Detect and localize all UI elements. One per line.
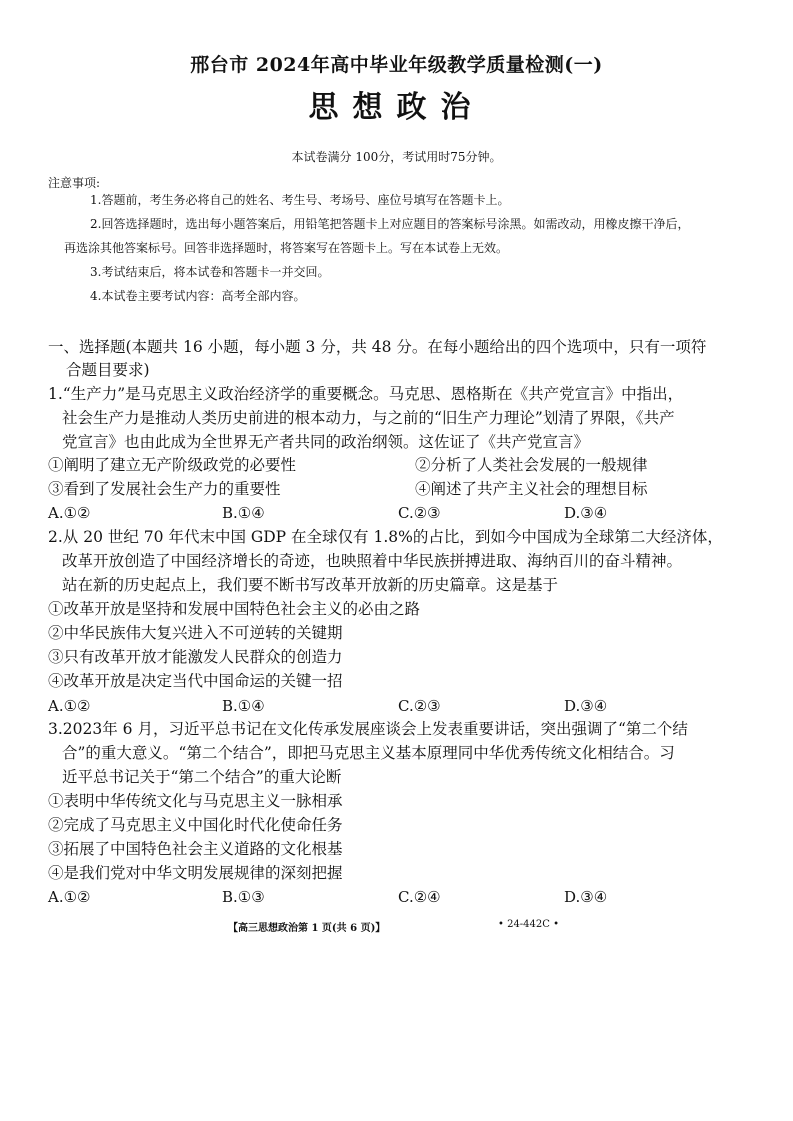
page-footer-label: 【高三思想政治第 1 页(共 6 页)】 <box>228 923 386 934</box>
paper-code: • 24-442C • <box>498 919 559 930</box>
question-3-option: ④是我们党对中华文明发展规律的深刻把握 <box>48 864 343 882</box>
answer-choice: A.①② <box>48 504 91 522</box>
answer-choice: D.③④ <box>564 504 608 522</box>
question-3-option: ②完成了马克思主义中国化时代化使命任务 <box>48 816 343 834</box>
section-heading <box>48 336 758 382</box>
question-2-option: ①改革开放是坚持和发展中国特色社会主义的必由之路 <box>48 600 421 618</box>
stem-line: 改革开放创造了中国经济增长的奇迹，也映照着中华民族拼搏进取、海纳百川的奋斗精神。 <box>62 552 683 570</box>
answer-choice: C.②④ <box>398 888 441 906</box>
stem-line: 近平总书记关于“第二个结合”的重大论断 <box>62 768 342 786</box>
stem-line: 2.从 20 世纪 70 年代末中国 GDP 在全球仅有 1.8%的占比，到如今中国成为全球第二大经济体， <box>48 528 723 546</box>
question-3-option: ①表明中华传统文化与马克思主义一脉相承 <box>48 792 343 810</box>
stem-line: 党宣言》也由此成为全世界无产者共同的政治纲领。这佐证了《共产党宣言》 <box>62 433 590 451</box>
stem-line: 站在新的历史起点上，我们要不断书写改革开放新的历史篇章。这是基于 <box>62 576 559 594</box>
answer-choice: A.①② <box>48 888 91 906</box>
option: ①阐明了建立无产阶级政党的必要性 <box>48 456 297 474</box>
stem-line: 合”的重大意义。“第二个结合”，即把马克思主义基本原理同中华优秀传统文化相结合。习 <box>62 744 675 762</box>
subject-title: 思想政治 <box>308 90 485 125</box>
question-1-options-row-2 <box>48 477 760 501</box>
answer-choice: C.②③ <box>398 697 441 715</box>
notice-item: 3.考试结束后，将本试卷和答题卡一并交回。 <box>90 265 330 279</box>
section-line: 一、选择题(本题共 16 小题，每小题 3 分，共 48 分。在每小题给出的四个选项中，只有一项符 <box>48 338 707 356</box>
question-2-stem <box>48 525 760 597</box>
question-3-stem <box>48 717 760 789</box>
question-1-options-row-1 <box>48 453 760 477</box>
answer-choice: B.①④ <box>222 504 265 522</box>
answer-choice: B.①④ <box>222 697 265 715</box>
section-line: 合题目要求) <box>66 361 150 379</box>
answer-choice: D.③④ <box>564 888 608 906</box>
notice-heading: 注意事项: <box>48 176 101 190</box>
option: ③看到了发展社会生产力的重要性 <box>48 480 281 498</box>
answer-choice: A.①② <box>48 697 91 715</box>
stem-line: 社会生产力是推动人类历史前进的根本动力，与之前的“旧生产力理论”划清了界限，《共产 <box>62 409 675 427</box>
exam-info: 本试卷满分 100分，考试用时75分钟。 <box>291 150 502 164</box>
question-1-stem <box>48 382 760 454</box>
option: ④阐述了共产主义社会的理想目标 <box>415 480 648 498</box>
stem-line: 1.“生产力”是马克思主义政治经济学的重要概念。马克思、恩格斯在《共产党宣言》中指出， <box>48 385 684 403</box>
notice-item: 再选涂其他答案标号。回答非选择题时，将答案写在答题卡上。写在本试卷上无效。 <box>64 241 509 255</box>
question-2-option: ②中华民族伟大复兴进入不可逆转的关键期 <box>48 624 343 642</box>
answer-choice: C.②③ <box>398 504 441 522</box>
notice-item: 1.答题前，考生务必将自己的姓名、考生号、考场号、座位号填写在答题卡上。 <box>90 193 510 207</box>
stem-line: 3.2023年 6 月，习近平总书记在文化传承发展座谈会上发表重要讲话，突出强调了“第二个结 <box>48 720 688 738</box>
question-2-option: ④改革开放是决定当代中国命运的关键一招 <box>48 672 343 690</box>
notice-item: 2.回答选择题时，选出每小题答案后，用铅笔把答题卡上对应题目的答案标号涂黑。如需改动，用橡皮擦干净后， <box>90 217 690 231</box>
answer-choice: D.③④ <box>564 697 608 715</box>
question-2-option: ③只有改革开放才能激发人民群众的创造力 <box>48 648 343 666</box>
notice-item: 4.本试卷主要考试内容：高考全部内容。 <box>90 289 306 303</box>
question-3-option: ③拓展了中国特色社会主义道路的文化根基 <box>48 840 343 858</box>
option: ②分析了人类社会发展的一般规律 <box>415 456 648 474</box>
answer-choice: B.①③ <box>222 888 265 906</box>
exam-title: 邢台市 2024年高中毕业年级教学质量检测(一) <box>190 54 603 76</box>
